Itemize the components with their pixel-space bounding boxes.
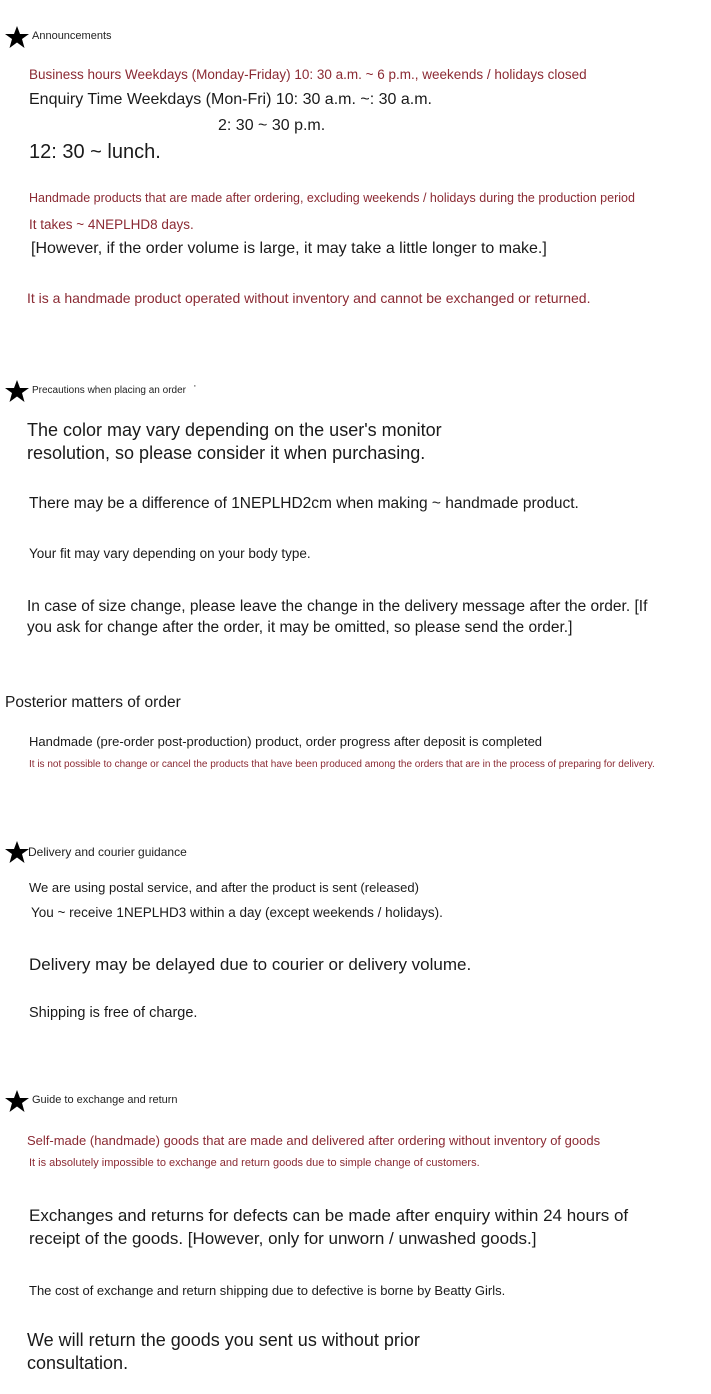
exchange-impossible: It is absolutely impossible to exchange and return goods due to simple change of customers. [29, 1157, 480, 1169]
star-icon [5, 380, 29, 402]
exchange-heading: Guide to exchange and return [5, 1090, 178, 1112]
size-change-line1: In case of size change, please leave the change in the delivery message after the order. [If [27, 598, 648, 615]
color-notice-line2: resolution, so please consider it when purchasing. [27, 443, 426, 463]
free-shipping: Shipping is free of charge. [29, 1005, 198, 1021]
return-cost: The cost of exchange and return shipping due to defective is borne by Beatty Girls. [29, 1283, 506, 1298]
return-notice-line1: We will return the goods you sent us without prior [27, 1330, 420, 1350]
star-icon [5, 26, 29, 48]
delivery-delay: Delivery may be delayed due to courier or delivery volume. [29, 955, 472, 974]
announcements-heading: Announcements [5, 26, 112, 48]
postal-service: We are using postal service, and after the product is sent (released) [29, 880, 419, 895]
no-change-notice: It is not possible to change or cancel the products that have been produced among the orders that are in the process of preparing for delivery. [29, 759, 655, 770]
self-made-goods: Self-made (handmade) goods that are made and delivered after ordering without inventory of goods [27, 1133, 601, 1148]
receive-time: You ~ receive 1NEPLHD3 within a day (except weekends / holidays). [31, 905, 443, 920]
fit-notice: Your fit may vary depending on your body type. [29, 546, 311, 561]
star-icon [5, 1090, 29, 1112]
enquiry-time: Enquiry Time Weekdays (Mon-Fri) 10: 30 a.m. ~: 30 a.m. [29, 91, 432, 108]
enquiry-time-afternoon: 2: 30 ~ 30 p.m. [218, 117, 326, 134]
defects-line1: Exchanges and returns for defects can be made after enquiry within 24 hours of [29, 1206, 629, 1225]
no-inventory-notice: It is a handmade product operated without inventory and cannot be exchanged or returned. [27, 290, 591, 306]
posterior-heading: Posterior matters of order [5, 694, 181, 711]
return-notice-line2: consultation. [27, 1353, 129, 1373]
handmade-notice: Handmade products that are made after ordering, excluding weekends / holidays during the production period [29, 191, 635, 205]
order-progress: Handmade (pre-order post-production) product, order progress after deposit is completed [29, 734, 543, 749]
production-days: It takes ~ 4NEPLHD8 days. [29, 217, 194, 232]
delivery-heading: Delivery and courier guidance [5, 841, 187, 863]
heading-mark: · [192, 380, 197, 393]
business-hours: Business hours Weekdays (Monday-Friday) 10: 30 a.m. ~ 6 p.m., weekends / holidays closed [29, 67, 587, 82]
large-volume-note: [However, if the order volume is large, it may take a little longer to make.] [31, 240, 547, 257]
star-icon [5, 841, 29, 863]
size-difference: There may be a difference of 1NEPLHD2cm when making ~ handmade product. [29, 495, 579, 512]
defects-line2: receipt of the goods. [However, only for unworn / unwashed goods.] [29, 1229, 537, 1248]
lunch-time: 12: 30 ~ lunch. [29, 141, 161, 163]
size-change-line2: you ask for change after the order, it may be omitted, so please send the order.] [27, 619, 573, 636]
color-notice-line1: The color may vary depending on the user's monitor [27, 420, 442, 440]
precautions-heading: Precautions when placing an order · [5, 380, 197, 402]
